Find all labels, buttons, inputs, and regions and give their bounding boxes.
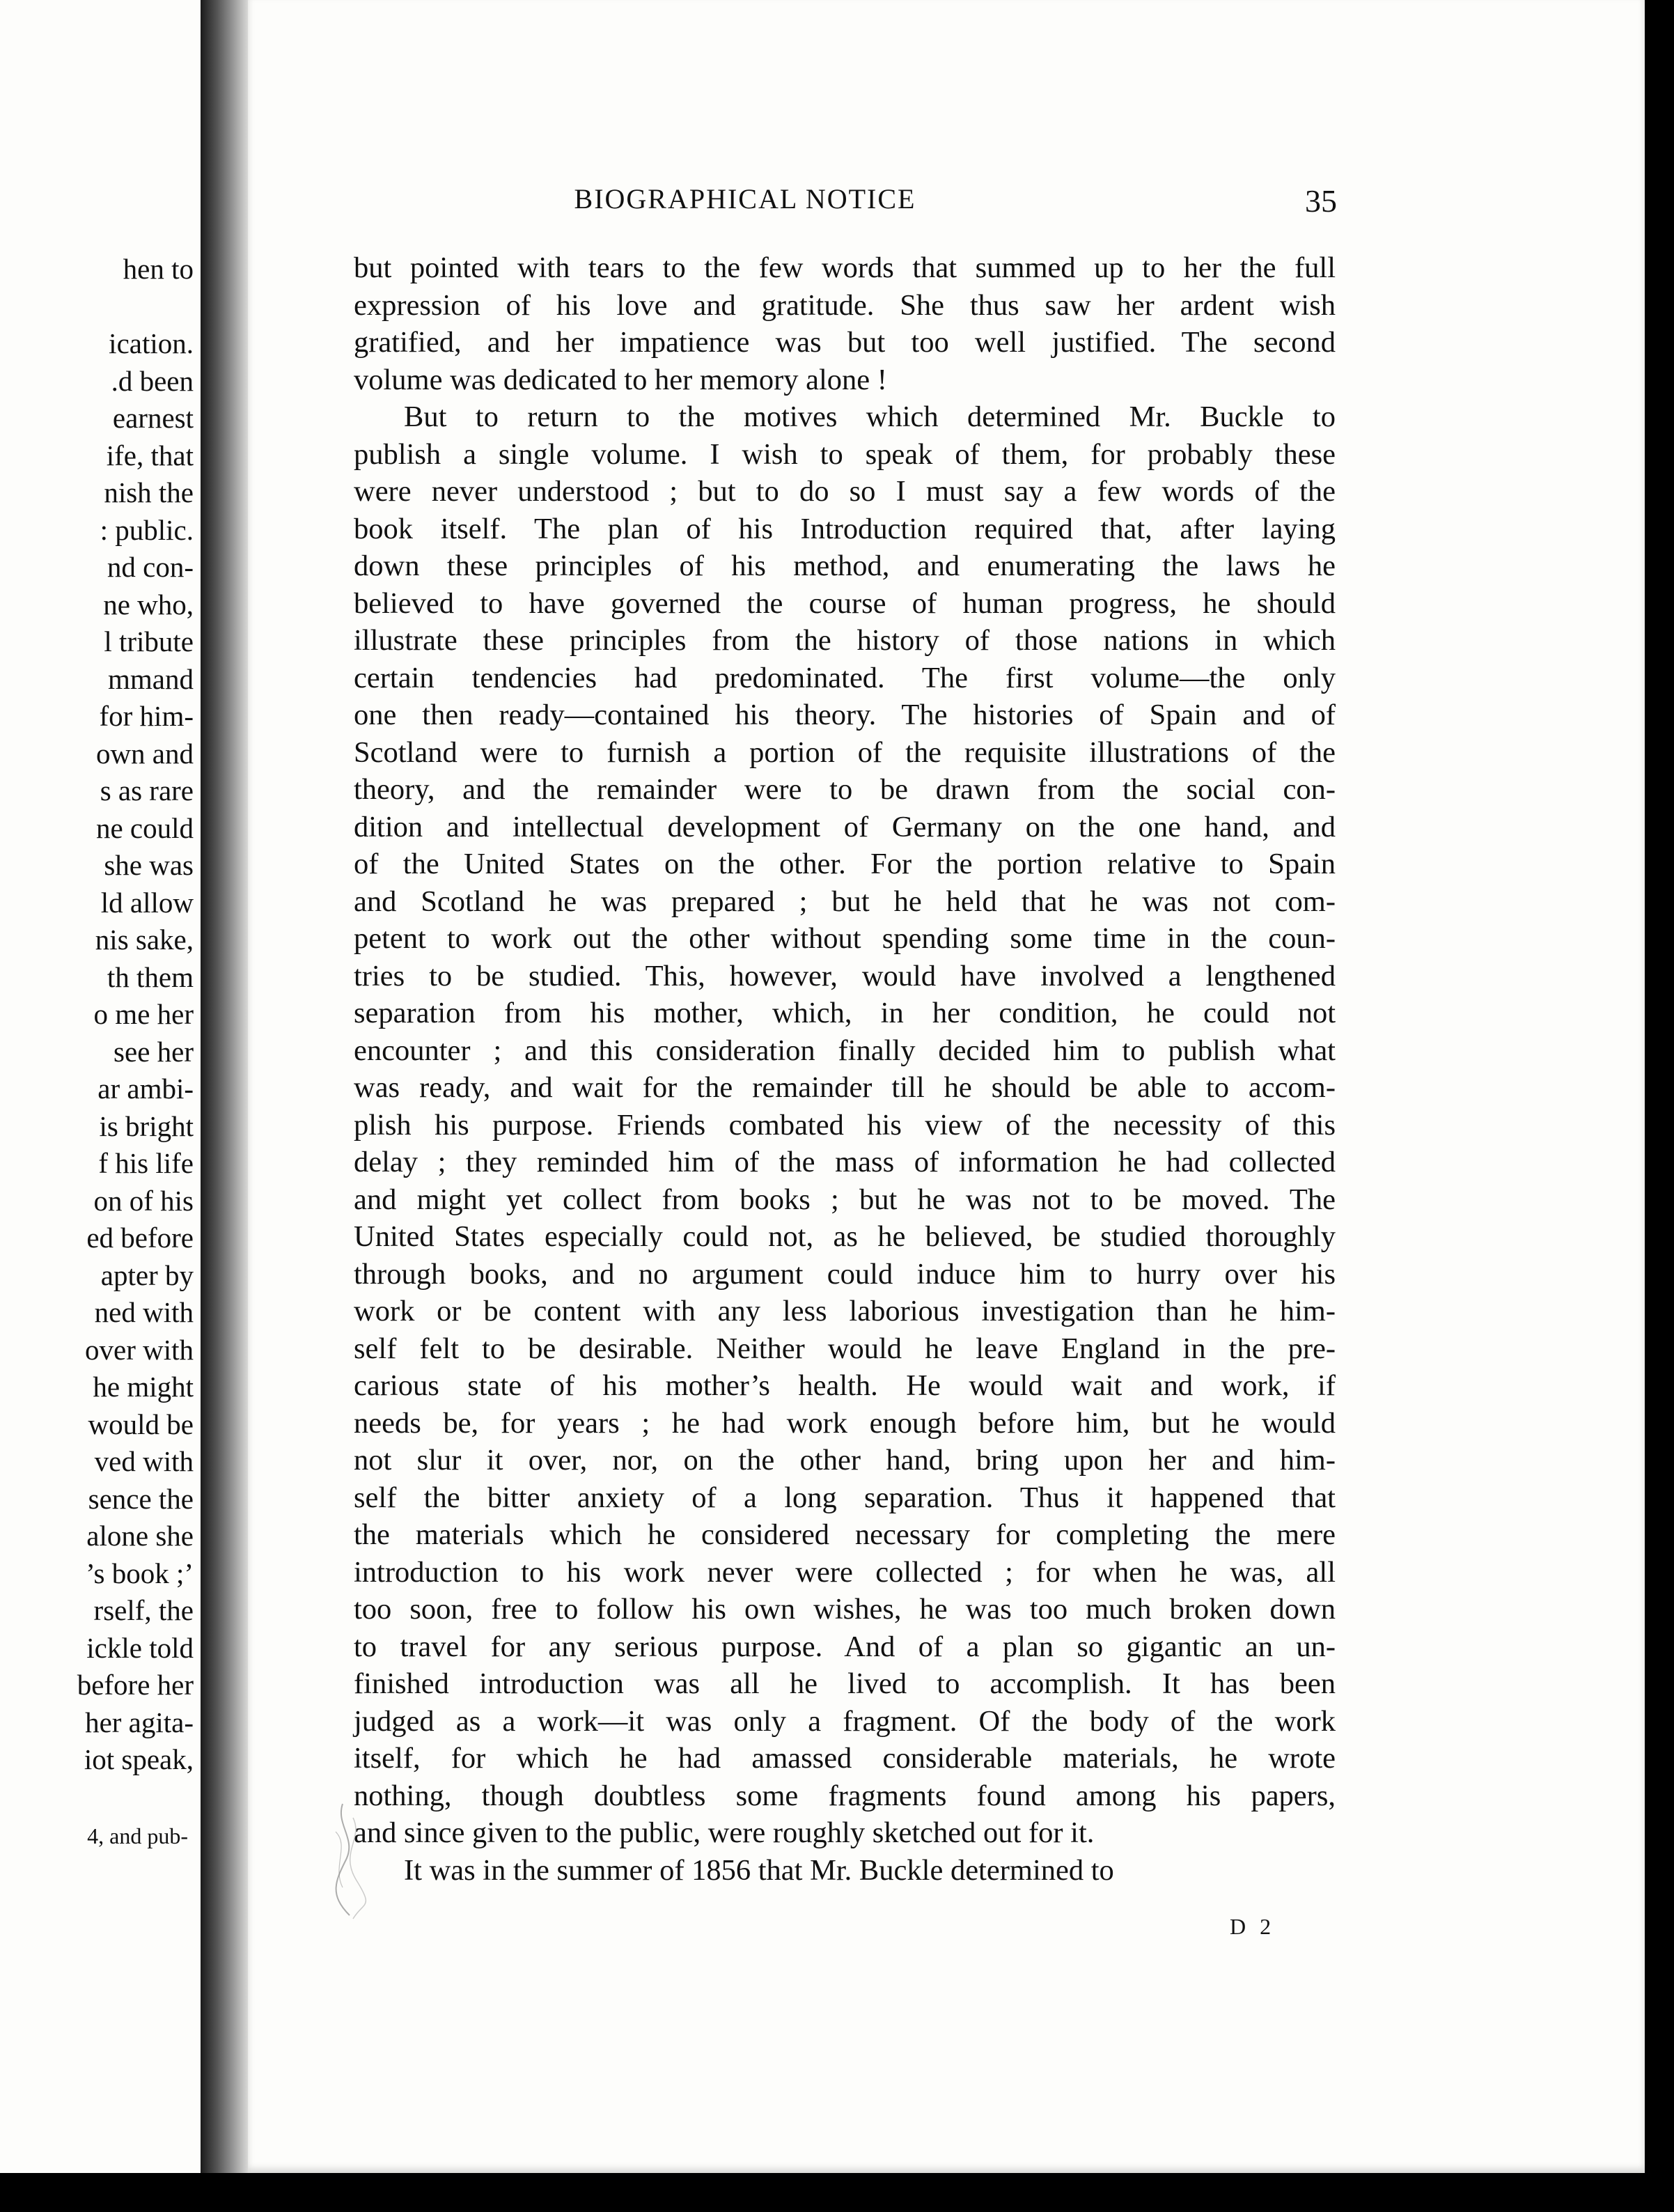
text-line: believed to have governed the course of human progress, he should	[354, 586, 1336, 620]
running-head	[397, 182, 1337, 224]
facing-page-line: see her	[114, 1035, 194, 1068]
text-line: and Scotland he was prepared ; but he held that he was not com-	[354, 885, 1336, 918]
facing-page-line: f his life	[98, 1147, 194, 1179]
text-line: encounter ; and this consideration finally decided him to publish what	[354, 1034, 1336, 1067]
text-line: self the bitter anxiety of a long separation. Thus it happened that	[354, 1481, 1336, 1514]
text-line: But to return to the motives which determined Mr. Buckle to	[404, 400, 1336, 433]
facing-page-line: sence the	[88, 1482, 194, 1515]
facing-page-line: her agita-	[85, 1706, 194, 1738]
ink-smudge-mark	[315, 1797, 384, 1922]
text-line: nothing, though doubtless some fragments found among his papers,	[354, 1779, 1336, 1812]
facing-page-line: rself, the	[93, 1594, 194, 1626]
facing-page-line: iot speak,	[84, 1743, 194, 1775]
text-line: theory, and the remainder were to be drawn from the social con-	[354, 773, 1336, 806]
facing-page-line: .d been	[111, 364, 194, 397]
facing-page-text	[0, 251, 194, 1779]
facing-page-line: on of his	[93, 1184, 194, 1217]
facing-page-line: ife, that	[106, 439, 194, 472]
facing-page-line: for him-	[99, 700, 194, 732]
facing-page-line: ved with	[94, 1445, 194, 1477]
facing-page-line: would be	[88, 1408, 194, 1440]
page-number: 35	[1305, 183, 1337, 219]
facing-page-left	[0, 0, 201, 2180]
body-text	[354, 249, 1336, 1889]
text-line: United States especially could not, as he believed, be studied thoroughly	[354, 1220, 1336, 1253]
text-line: self felt to be desirable. Neither would he leave England in the pre-	[354, 1332, 1336, 1365]
facing-page-line: ’s book ;’	[86, 1557, 194, 1589]
running-title: BIOGRAPHICAL NOTICE	[574, 183, 916, 215]
facing-page-line: ed before	[86, 1222, 194, 1254]
facing-page-line: o me her	[93, 998, 194, 1030]
text-line: carious state of his mother’s health. He would wait and work, if	[354, 1369, 1336, 1402]
text-line: one then ready—contained his theory. The histories of Spain and of	[354, 699, 1336, 731]
text-line: judged as a work—it was only a fragment. Of the body of the work	[354, 1704, 1336, 1738]
facing-page-line: over with	[85, 1333, 194, 1366]
text-line: finished introduction was all he lived to accomplish. It has been	[354, 1667, 1336, 1700]
facing-page-footnote: 4, and pub-	[87, 1823, 188, 1848]
facing-page-line: mmand	[108, 662, 194, 695]
text-line: was ready, and wait for the remainder till he should be able to accom-	[354, 1071, 1336, 1104]
text-line: to travel for any serious purpose. And of a plan so gigantic an un-	[354, 1630, 1336, 1663]
facing-page-line: s as rare	[100, 774, 194, 807]
text-line: It was in the summer of 1856 that Mr. Buckle determined to	[404, 1853, 1114, 1887]
text-line: petent to work out the other without spending some time in the coun-	[354, 922, 1336, 955]
facing-page-line: nis sake,	[95, 924, 194, 956]
text-line: tries to be studied. This, however, would have involved a lengthened	[354, 959, 1336, 992]
text-line: plish his purpose. Friends combated his view of the necessity of this	[354, 1108, 1336, 1142]
text-line: itself, for which he had amassed considerable materials, he wrote	[354, 1742, 1336, 1775]
facing-page-line: own and	[95, 737, 194, 770]
text-line: too soon, free to follow his own wishes, he was too much broken down	[354, 1593, 1336, 1626]
facing-page-line: he might	[93, 1371, 194, 1403]
text-line: but pointed with tears to the few words that summed up to her the full	[354, 251, 1336, 284]
text-line: and might yet collect from books ; but he was not to be moved. The	[354, 1183, 1336, 1216]
text-line: separation from his mother, which, in her condition, he could not	[354, 997, 1336, 1029]
text-line: delay ; they reminded him of the mass of information he had collected	[354, 1146, 1336, 1178]
text-line: through books, and no argument could induce him to hurry over his	[354, 1257, 1336, 1291]
text-line: were never understood ; but to do so I must say a few words of the	[354, 475, 1336, 508]
facing-page-line: l tribute	[104, 625, 194, 657]
text-line: of the United States on the other. For the portion relative to Spain	[354, 848, 1336, 880]
facing-page-line: before her	[77, 1669, 194, 1701]
page-edge	[1645, 0, 1674, 2212]
text-line: not slur it over, nor, on the other hand, bring upon her and him-	[354, 1444, 1336, 1477]
text-line: Scotland were to furnish a portion of the requisite illustrations of the	[354, 735, 1336, 769]
text-line: work or be content with any less laborious investigation than he him-	[354, 1295, 1336, 1327]
facing-page-line: ar ambi-	[97, 1073, 194, 1105]
facing-page-line: ned with	[94, 1296, 194, 1328]
facing-page-line: nish the	[104, 476, 194, 508]
facing-page-line: alone she	[86, 1520, 194, 1552]
text-line: dition and intellectual development of Germany on the one hand, and	[354, 810, 1336, 843]
text-line: down these principles of his method, and enumerating the laws he	[354, 550, 1336, 582]
text-line: book itself. The plan of his Introduction required that, after laying	[354, 512, 1336, 545]
facing-page-line: hen to	[123, 253, 194, 285]
facing-page-line: th them	[107, 960, 194, 993]
text-line: needs be, for years ; he had work enough before him, but he would	[354, 1406, 1336, 1440]
facing-page-line: apter by	[100, 1259, 194, 1291]
facing-page-line: she was	[104, 849, 194, 881]
signature-mark: D 2	[1230, 1914, 1276, 1939]
book-gutter	[201, 0, 248, 2212]
text-line: and since given to the public, were roughly sketched out for it.	[354, 1816, 1095, 1849]
text-line: the materials which he considered necessary for completing the mere	[354, 1518, 1336, 1551]
facing-page-line: earnest	[112, 402, 194, 434]
facing-page-line: : public.	[100, 513, 194, 546]
facing-page-line: ne who,	[103, 588, 194, 621]
facing-page-line: nd con-	[107, 551, 194, 583]
facing-page-line: ld allow	[100, 886, 194, 919]
text-line: gratified, and her impatience was but too well justified. The second	[354, 326, 1336, 359]
text-line: certain tendencies had predominated. The first volume—the only	[354, 661, 1336, 694]
text-line: introduction to his work never were collected ; for when he was, all	[354, 1555, 1336, 1589]
facing-page-line: is bright	[99, 1109, 194, 1142]
facing-page-line	[0, 288, 194, 326]
text-line: volume was dedicated to her memory alone !	[354, 363, 887, 396]
facing-page-line: ication.	[109, 327, 194, 359]
facing-page-line: ickle told	[86, 1631, 194, 1664]
text-line: publish a single volume. I wish to speak of them, for probably these	[354, 437, 1336, 471]
scan-border	[0, 2173, 1674, 2212]
text-line: illustrate these principles from the history of those nations in which	[354, 624, 1336, 657]
facing-page-line: ne could	[95, 811, 194, 844]
text-line: expression of his love and gratitude. She thus saw her ardent wish	[354, 288, 1336, 322]
